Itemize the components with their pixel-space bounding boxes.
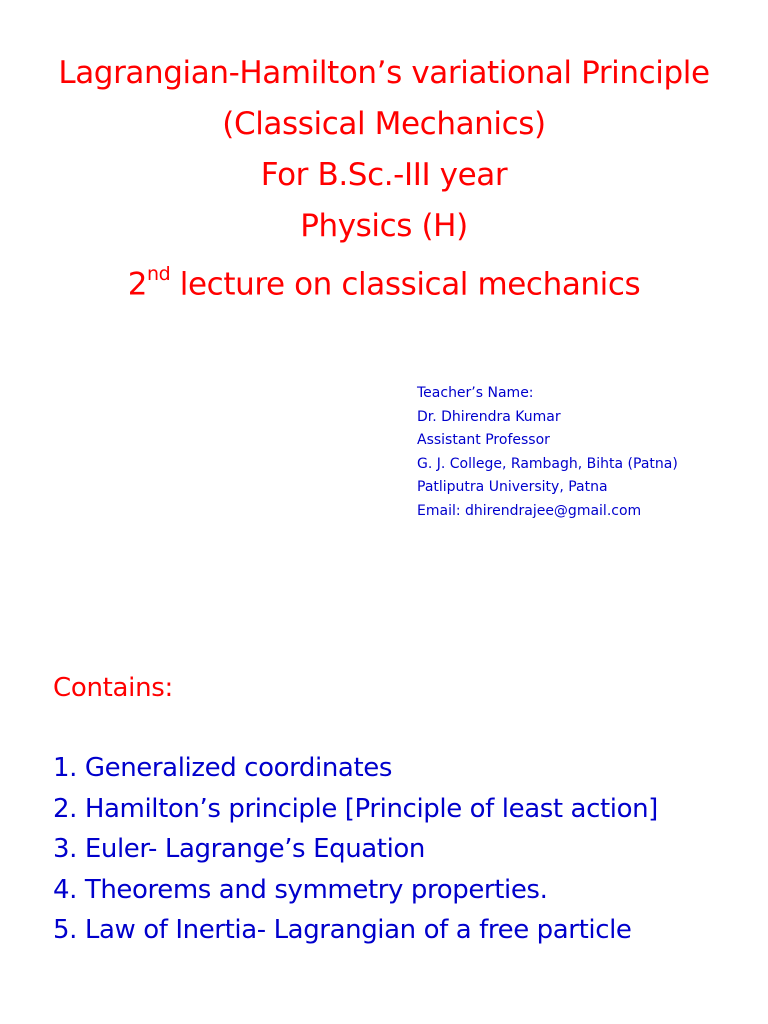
lecture-description: lecture on classical mechanics: [170, 266, 641, 303]
lecture-ordinal-suffix: nd: [147, 263, 171, 285]
list-item: 4. Theorems and symmetry properties.: [53, 874, 548, 905]
title-line-course: For B.Sc.-III year: [260, 157, 508, 193]
list-item: 5. Law of Inertia- Lagrangian of a free particle: [53, 915, 632, 945]
teacher-name: Dr. Dhirendra Kumar: [417, 408, 561, 425]
slide-title: [0, 48, 768, 310]
title-line-topic: Lagrangian-Hamilton’s variational Principle: [58, 55, 710, 91]
teacher-email: Email: dhirendrajee@gmail.com: [417, 502, 642, 519]
teacher-college: G. J. College, Rambagh, Bihta (Patna): [417, 455, 678, 472]
list-item: 2. Hamilton’s principle [Principle of least action]: [53, 793, 658, 824]
title-line-lecture: [0, 252, 768, 310]
lecture-number: 2: [127, 266, 148, 303]
title-line-subject: (Classical Mechanics): [222, 106, 546, 142]
contents-list: [53, 748, 658, 951]
contents-heading: Contains:: [53, 673, 173, 703]
teacher-label: Teacher’s Name:: [417, 385, 534, 401]
title-line-department: Physics (H): [300, 208, 468, 244]
teacher-info: [417, 382, 678, 523]
teacher-university: Patliputra University, Patna: [417, 479, 608, 495]
teacher-position: Assistant Professor: [417, 432, 550, 448]
list-item: 1. Generalized coordinates: [53, 753, 392, 783]
list-item: 3. Euler- Lagrange’s Equation: [53, 834, 426, 864]
